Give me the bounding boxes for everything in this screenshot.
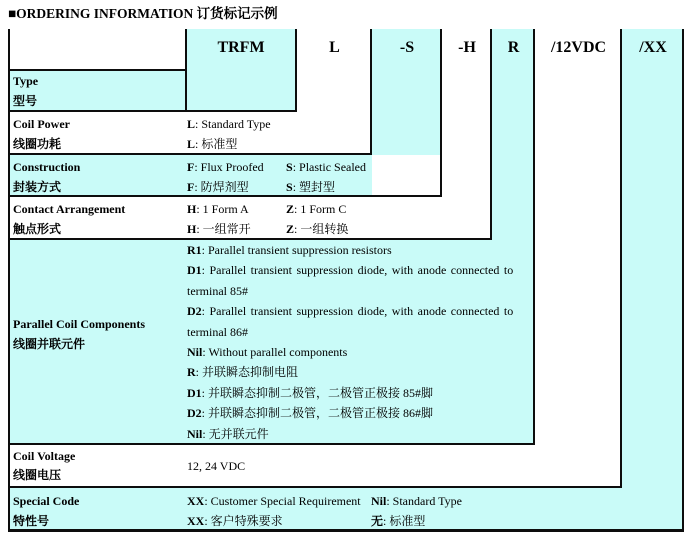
value-text: XX: 客户特殊要求 — [187, 514, 283, 528]
code-letter: Nil — [187, 345, 203, 360]
row-parallel-values — [187, 240, 532, 444]
code-segment-12vdc: /12VDC — [550, 39, 607, 56]
value-line — [187, 403, 532, 423]
code-band-xx-bg — [620, 29, 684, 488]
code-segment-trfm: TRFM — [217, 39, 265, 56]
code-band-r-bg — [490, 29, 535, 240]
value-line — [187, 383, 532, 403]
row-parallel-label — [13, 314, 145, 354]
row-coil-voltage-label — [13, 447, 75, 485]
value-text: : Parallel transient suppression diode, with anode connected to — [201, 304, 514, 319]
value-line — [187, 240, 532, 260]
value-line — [187, 322, 532, 342]
code-letter: R — [187, 365, 196, 380]
code-letter: H — [187, 202, 197, 216]
value-line — [187, 114, 271, 134]
row-coil-voltage-label-zh: 线圈电压 — [13, 468, 62, 482]
value-text: Nil: Standard Type — [371, 494, 462, 508]
row-coil-voltage-label-en: Coil Voltage — [13, 449, 76, 463]
code-segment-l: L — [329, 39, 340, 56]
code-letter: S — [286, 160, 293, 174]
code-letter: Nil — [371, 494, 387, 508]
value-text: F: Flux Proofed — [187, 160, 264, 174]
value-line — [187, 362, 532, 382]
row-special-label — [13, 491, 79, 531]
row-construction-label-en: Construction — [13, 160, 81, 174]
border-line — [8, 486, 622, 488]
row-contact-label-en: Contact Arrangement — [13, 202, 126, 216]
row-type-label-zh: 型号 — [13, 94, 38, 108]
value-line — [187, 301, 532, 321]
row-type-label — [13, 71, 38, 111]
row-construction-label — [13, 157, 80, 197]
code-segment-h: -H — [458, 39, 476, 56]
value-line — [187, 260, 532, 280]
value-text: : 无并联元件 — [202, 426, 269, 441]
row-special-label-zh: 特性号 — [13, 514, 50, 528]
row-parallel-label-zh: 线圈并联元件 — [13, 337, 86, 351]
row-type-label-en: Type — [13, 74, 39, 88]
value-text: : Parallel transient suppression resistors — [201, 243, 392, 257]
row-type-bg — [8, 70, 297, 112]
value-text: : Parallel transient suppression diode, with anode connected to — [201, 263, 514, 278]
value-text: S: Plastic Sealed — [286, 160, 367, 174]
value-text: terminal 85# — [187, 283, 248, 298]
value-text: S: 塑封型 — [286, 180, 336, 194]
border-line — [490, 29, 492, 240]
code-letter: F — [187, 160, 195, 174]
code-letter: H — [187, 222, 197, 236]
value-line — [187, 219, 348, 239]
value-text: : 并联瞬态抑制电阻 — [195, 365, 299, 380]
value-text: : 标准型 — [195, 137, 238, 151]
border-line — [8, 110, 297, 112]
value-text: XX: Customer Special Requirement — [187, 494, 361, 508]
code-letter: L — [187, 137, 196, 151]
row-coil-power-label — [13, 114, 70, 154]
row-coil-power-label-zh: 线圈功耗 — [13, 137, 62, 151]
row-contact-label — [13, 199, 125, 239]
row-special-values — [187, 491, 462, 531]
row-parallel-label-en: Parallel Coil Components — [13, 317, 145, 331]
code-letter: D1 — [187, 263, 202, 278]
value-text: : 并联瞬态抑制二极管，二极管正极接 85#脚 — [201, 385, 434, 400]
code-letter: XX — [187, 514, 205, 528]
value-text: : 并联瞬态抑制二极管，二极管正极接 86#脚 — [201, 406, 434, 421]
code-segment-xx: /XX — [639, 39, 667, 56]
row-special-label-en: Special Code — [13, 494, 80, 508]
value-text: H: 一组常开 — [187, 222, 251, 236]
value-text: H: 1 Form A — [187, 202, 249, 216]
value-text: terminal 86# — [187, 324, 248, 339]
row-contact-values — [187, 199, 348, 239]
value-line — [187, 281, 532, 301]
code-letter: D2 — [187, 304, 202, 319]
code-letter: Nil — [187, 426, 203, 441]
code-letter: Z — [286, 202, 295, 216]
border-line — [533, 29, 535, 445]
value-text: 12, 24 VDC — [187, 459, 246, 473]
value-text: : Standard Type — [195, 117, 271, 131]
code-letter: D2 — [187, 406, 202, 421]
value-line — [187, 199, 348, 219]
value-text: Z: 一组转换 — [286, 222, 349, 236]
row-coil-power-values — [187, 114, 271, 154]
section-title: ■ORDERING INFORMATION 订货标记示例 — [8, 6, 278, 21]
code-letter: XX — [187, 494, 205, 508]
row-contact-label-zh: 触点形式 — [13, 222, 62, 236]
code-letter: 无 — [371, 514, 384, 528]
value-line — [187, 491, 462, 511]
row-construction-label-zh: 封装方式 — [13, 180, 62, 194]
code-letter: L — [187, 117, 196, 131]
code-letter: Z — [286, 222, 295, 236]
value-text: 无: 标准型 — [371, 514, 426, 528]
value-text: F: 防焊剂型 — [187, 180, 249, 194]
code-letter: F — [187, 180, 195, 194]
value-line — [187, 342, 532, 362]
code-segment-r: R — [507, 39, 520, 56]
value-text: : Without parallel components — [202, 345, 348, 360]
code-letter: S — [286, 180, 293, 194]
row-coil-voltage-value — [187, 456, 245, 476]
value-line — [187, 511, 462, 531]
code-letter: R1 — [187, 243, 202, 257]
row-construction-values — [187, 157, 366, 197]
border-line — [620, 29, 622, 488]
value-line — [187, 134, 271, 154]
row-coil-power-label-en: Coil Power — [13, 117, 70, 131]
value-line — [187, 424, 532, 444]
table-right-border — [682, 29, 684, 532]
value-line — [187, 157, 366, 177]
value-text: Z: 1 Form C — [286, 202, 347, 216]
code-letter: D1 — [187, 385, 202, 400]
value-line — [187, 177, 366, 197]
code-segment-s: -S — [399, 39, 415, 56]
table-left-border — [8, 29, 10, 532]
